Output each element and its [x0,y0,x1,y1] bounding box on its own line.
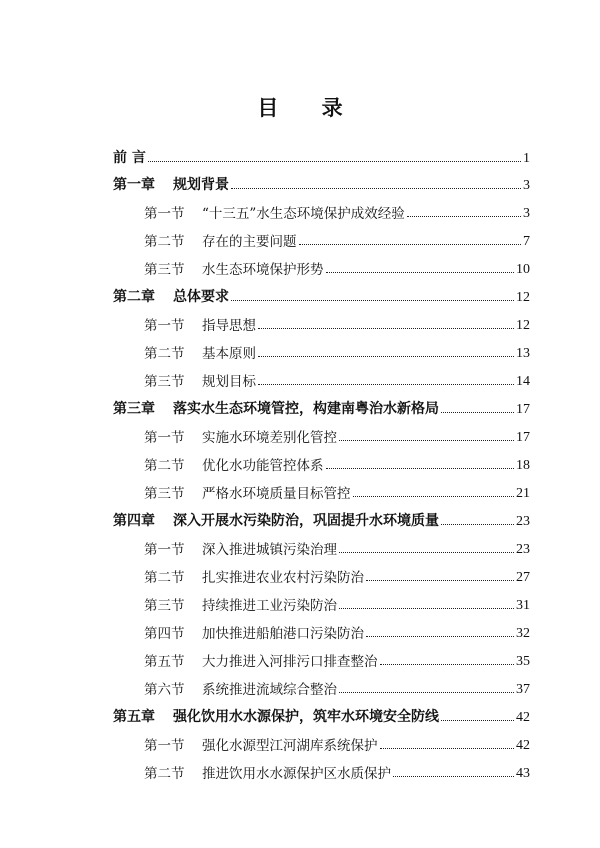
toc-entry-page: 42 [516,738,530,753]
toc-entry-title: 系统推进流域综合整治 [202,682,337,698]
toc-entry-page: 27 [516,570,530,585]
toc-entry[interactable] [0,396,600,418]
toc-entry-title: 优化水功能管控体系 [202,458,324,474]
toc-entry[interactable] [0,340,600,362]
toc-entry-title: 加快推进船舶港口污染防治 [202,626,364,642]
dot-leader [441,411,514,413]
toc-entry[interactable] [0,592,600,614]
toc-entry-page: 14 [516,374,530,389]
dot-leader [258,355,514,357]
toc-entry-number: 第二节 [144,570,185,586]
dot-leader [366,579,514,581]
toc-entry-number: 第三节 [144,262,185,278]
toc-entry[interactable] [0,676,600,698]
toc-entry-number: 第二节 [144,766,185,782]
toc-entry-number: 第一章 [113,177,155,193]
toc-entry-number: 第五节 [144,654,185,670]
toc-entry-number: 第三章 [113,401,155,417]
toc-entry-page: 37 [516,682,530,697]
toc-entry-title: 深入开展水污染防治，巩固提升水环境质量 [173,513,439,529]
toc-entry-title: 深入推进城镇污染治理 [202,542,337,558]
dot-leader [299,243,522,245]
dot-leader [393,775,514,777]
toc-entry-title: 总体要求 [173,289,229,305]
dot-leader [441,719,514,721]
toc-entry-page: 3 [523,178,530,193]
toc-entry-number: 第一节 [144,542,185,558]
dot-leader [339,439,514,441]
toc-entry-page: 21 [516,486,530,501]
toc-entry-title: “十三五”水生态环境保护成效经验 [202,206,405,222]
toc-entry[interactable] [0,648,600,670]
toc-entry-page: 23 [516,542,530,557]
toc-entry-number: 第二节 [144,234,185,250]
toc-entry-page: 13 [516,346,530,361]
toc-entry-title: 规划目标 [202,374,256,390]
toc-entry[interactable] [0,704,600,726]
toc-entry[interactable] [0,732,600,754]
dot-leader [380,663,515,665]
toc-entry-number: 第三节 [144,598,185,614]
toc-entry-title: 严格水环境质量目标管控 [202,486,351,502]
toc-entry-title: 大力推进入河排污口排查整治 [202,654,378,670]
toc-entry-title: 基本原则 [202,346,256,362]
toc-entry-page: 12 [516,290,530,305]
toc-entry-number: 第一节 [144,738,185,754]
toc-entry-page: 12 [516,318,530,333]
toc-entry-number: 第四章 [113,513,155,529]
toc-entry-page: 18 [516,458,530,473]
dot-leader [441,523,514,525]
dot-leader [258,383,514,385]
toc-entry-number: 前 言 [113,150,146,166]
toc-entry-number: 第六节 [144,682,185,698]
dot-leader [339,691,514,693]
dot-leader [339,607,514,609]
toc-entry[interactable] [0,256,600,278]
toc-entry[interactable] [0,760,600,782]
dot-leader [258,327,514,329]
toc-entry-page: 32 [516,626,530,641]
toc-entry-page: 43 [516,766,530,781]
toc-entry[interactable] [0,452,600,474]
toc-entry-number: 第四节 [144,626,185,642]
toc-entry[interactable] [0,172,600,194]
dot-leader [380,747,515,749]
toc-entry[interactable] [0,480,600,502]
page-title: 目 录 [257,95,361,120]
toc-entry-title: 存在的主要问题 [202,234,297,250]
toc-entry-number: 第二节 [144,346,185,362]
toc-entry-title: 落实水生态环境管控，构建南粤治水新格局 [173,401,439,417]
toc-entry[interactable] [0,200,600,222]
toc-entry-page: 17 [516,402,530,417]
toc-entry-title: 指导思想 [202,318,256,334]
dot-leader [231,187,521,189]
toc-entry[interactable] [0,368,600,390]
toc-entry[interactable] [0,424,600,446]
toc-entry-number: 第二节 [144,458,185,474]
toc-entry-page: 23 [516,514,530,529]
dot-leader [407,215,521,217]
dot-leader [366,635,514,637]
toc-entry-page: 31 [516,598,530,613]
toc-entry-number: 第五章 [113,709,155,725]
toc-entry-page: 7 [523,234,530,249]
toc-entry-number: 第一节 [144,318,185,334]
toc-entry-title: 持续推进工业污染防治 [202,598,337,614]
toc-entry-page: 17 [516,430,530,445]
toc-entry-number: 第三节 [144,374,185,390]
toc-entry-number: 第二章 [113,289,155,305]
toc-entry-page: 1 [523,151,530,166]
toc-entry[interactable] [0,536,600,558]
toc-entry-title: 实施水环境差别化管控 [202,430,337,446]
dot-leader [326,271,515,273]
toc-entry-title: 强化饮用水水源保护，筑牢水环境安全防线 [173,709,439,725]
toc-entry[interactable] [0,312,600,334]
toc-entry-number: 第一节 [144,206,185,222]
toc-entry[interactable] [0,284,600,306]
toc-entry-page: 10 [516,262,530,277]
dot-leader [339,551,514,553]
toc-entry-title: 扎实推进农业农村污染防治 [202,570,364,586]
toc-entry-page: 42 [516,710,530,725]
toc-entry-title: 强化水源型江河湖库系统保护 [202,738,378,754]
dot-leader [353,495,515,497]
toc-entry-title: 水生态环境保护形势 [202,262,324,278]
toc-entry-title: 规划背景 [173,177,229,193]
toc-entry-title: 推进饮用水水源保护区水质保护 [202,766,391,782]
toc-entry[interactable] [0,564,600,586]
toc-entry-page: 35 [516,654,530,669]
dot-leader [231,299,514,301]
dot-leader [326,467,515,469]
toc-entry[interactable] [0,145,600,167]
toc-entry-number: 第三节 [144,486,185,502]
toc-entry[interactable] [0,620,600,642]
toc-entry[interactable] [0,508,600,530]
toc-entry-page: 3 [523,206,530,221]
dot-leader [148,160,521,162]
toc-entry[interactable] [0,228,600,250]
toc-entry-number: 第一节 [144,430,185,446]
